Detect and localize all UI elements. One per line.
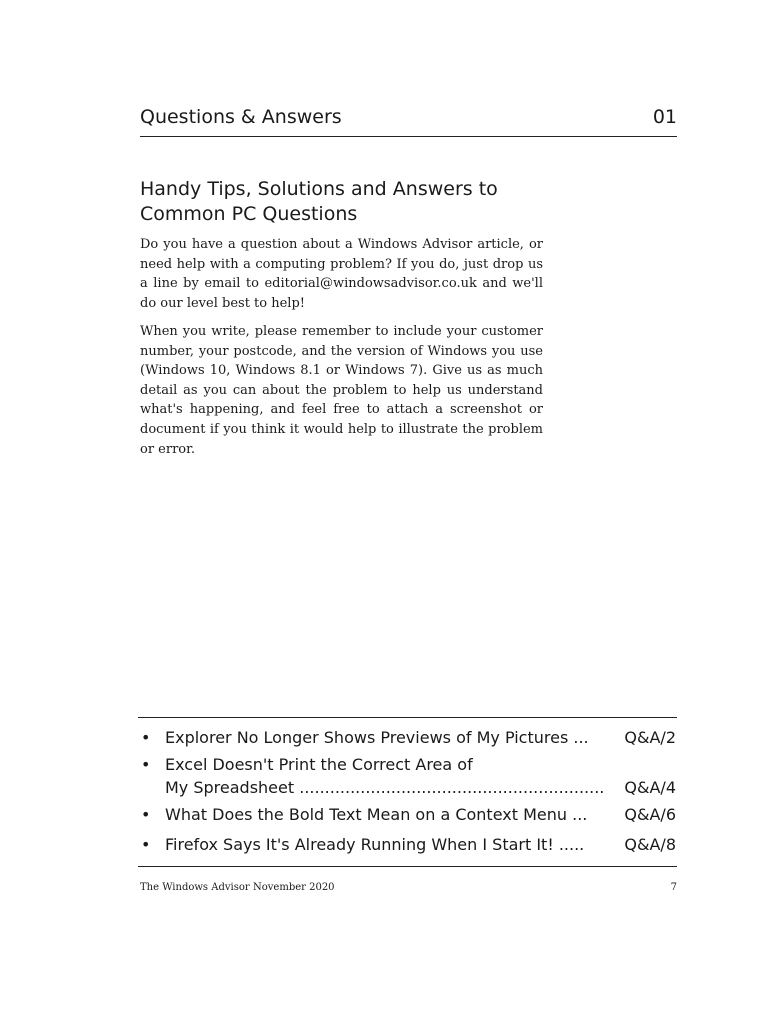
- contents-item-page: Q&A/4: [624, 778, 676, 797]
- intro-paragraph-2: When you write, please remember to include your customer number, your postcode, and the version of Windows you use (Windows 10, Windows 8.1 or Windows 7). Give us as much detail as you can about the problem to help us understand what's happening, and feel free to attach a screenshot or document if you think it would help to illustrate the problem or error.: [140, 324, 543, 457]
- headline-line-2: Common PC Questions: [140, 203, 358, 225]
- page-headline: [140, 177, 560, 227]
- contents-item-title-line-2: My Spreadsheet ............................................................: [165, 778, 605, 797]
- section-title: Questions & Answers: [140, 106, 342, 128]
- contents-item-title: Explorer No Longer Shows Previews of My Pictures ...: [165, 728, 589, 747]
- bullet-icon: •: [141, 835, 151, 854]
- page-footer: [140, 882, 677, 898]
- bullet-icon: •: [141, 755, 151, 774]
- contents-item-title: Firefox Says It's Already Running When I Start It! .....: [165, 835, 585, 854]
- contents-item-title: Excel Doesn't Print the Correct Area of: [165, 755, 473, 774]
- contents-item-page: Q&A/6: [624, 805, 676, 824]
- bullet-icon: •: [141, 728, 151, 747]
- contents-list: [138, 717, 677, 867]
- intro-paragraph-1: Do you have a question about a Windows Advisor article, or need help with a computing problem? If you do, just drop us a line by email to editorial@windowsadvisor.co.uk and we'll do our level best to help!: [140, 237, 543, 311]
- bullet-icon: •: [141, 805, 151, 824]
- headline-line-1: Handy Tips, Solutions and Answers to: [140, 178, 498, 200]
- contents-item-1[interactable]: [138, 728, 677, 750]
- footer-date: November 2020: [253, 882, 335, 893]
- footer-page-number: 7: [670, 882, 677, 893]
- footer-publication: The Windows Advisor: [140, 882, 250, 893]
- contents-item-2-continued[interactable]: [138, 778, 677, 800]
- contents-item-page: Q&A/8: [624, 835, 676, 854]
- contents-item-4[interactable]: [138, 835, 677, 857]
- contents-item-title: What Does the Bold Text Mean on a Context Menu ...: [165, 805, 588, 824]
- section-header: [140, 104, 677, 137]
- contents-item-page: Q&A/2: [624, 728, 676, 747]
- contents-item-2[interactable]: [138, 755, 677, 777]
- contents-item-3[interactable]: [138, 805, 677, 827]
- section-number: 01: [652, 106, 677, 128]
